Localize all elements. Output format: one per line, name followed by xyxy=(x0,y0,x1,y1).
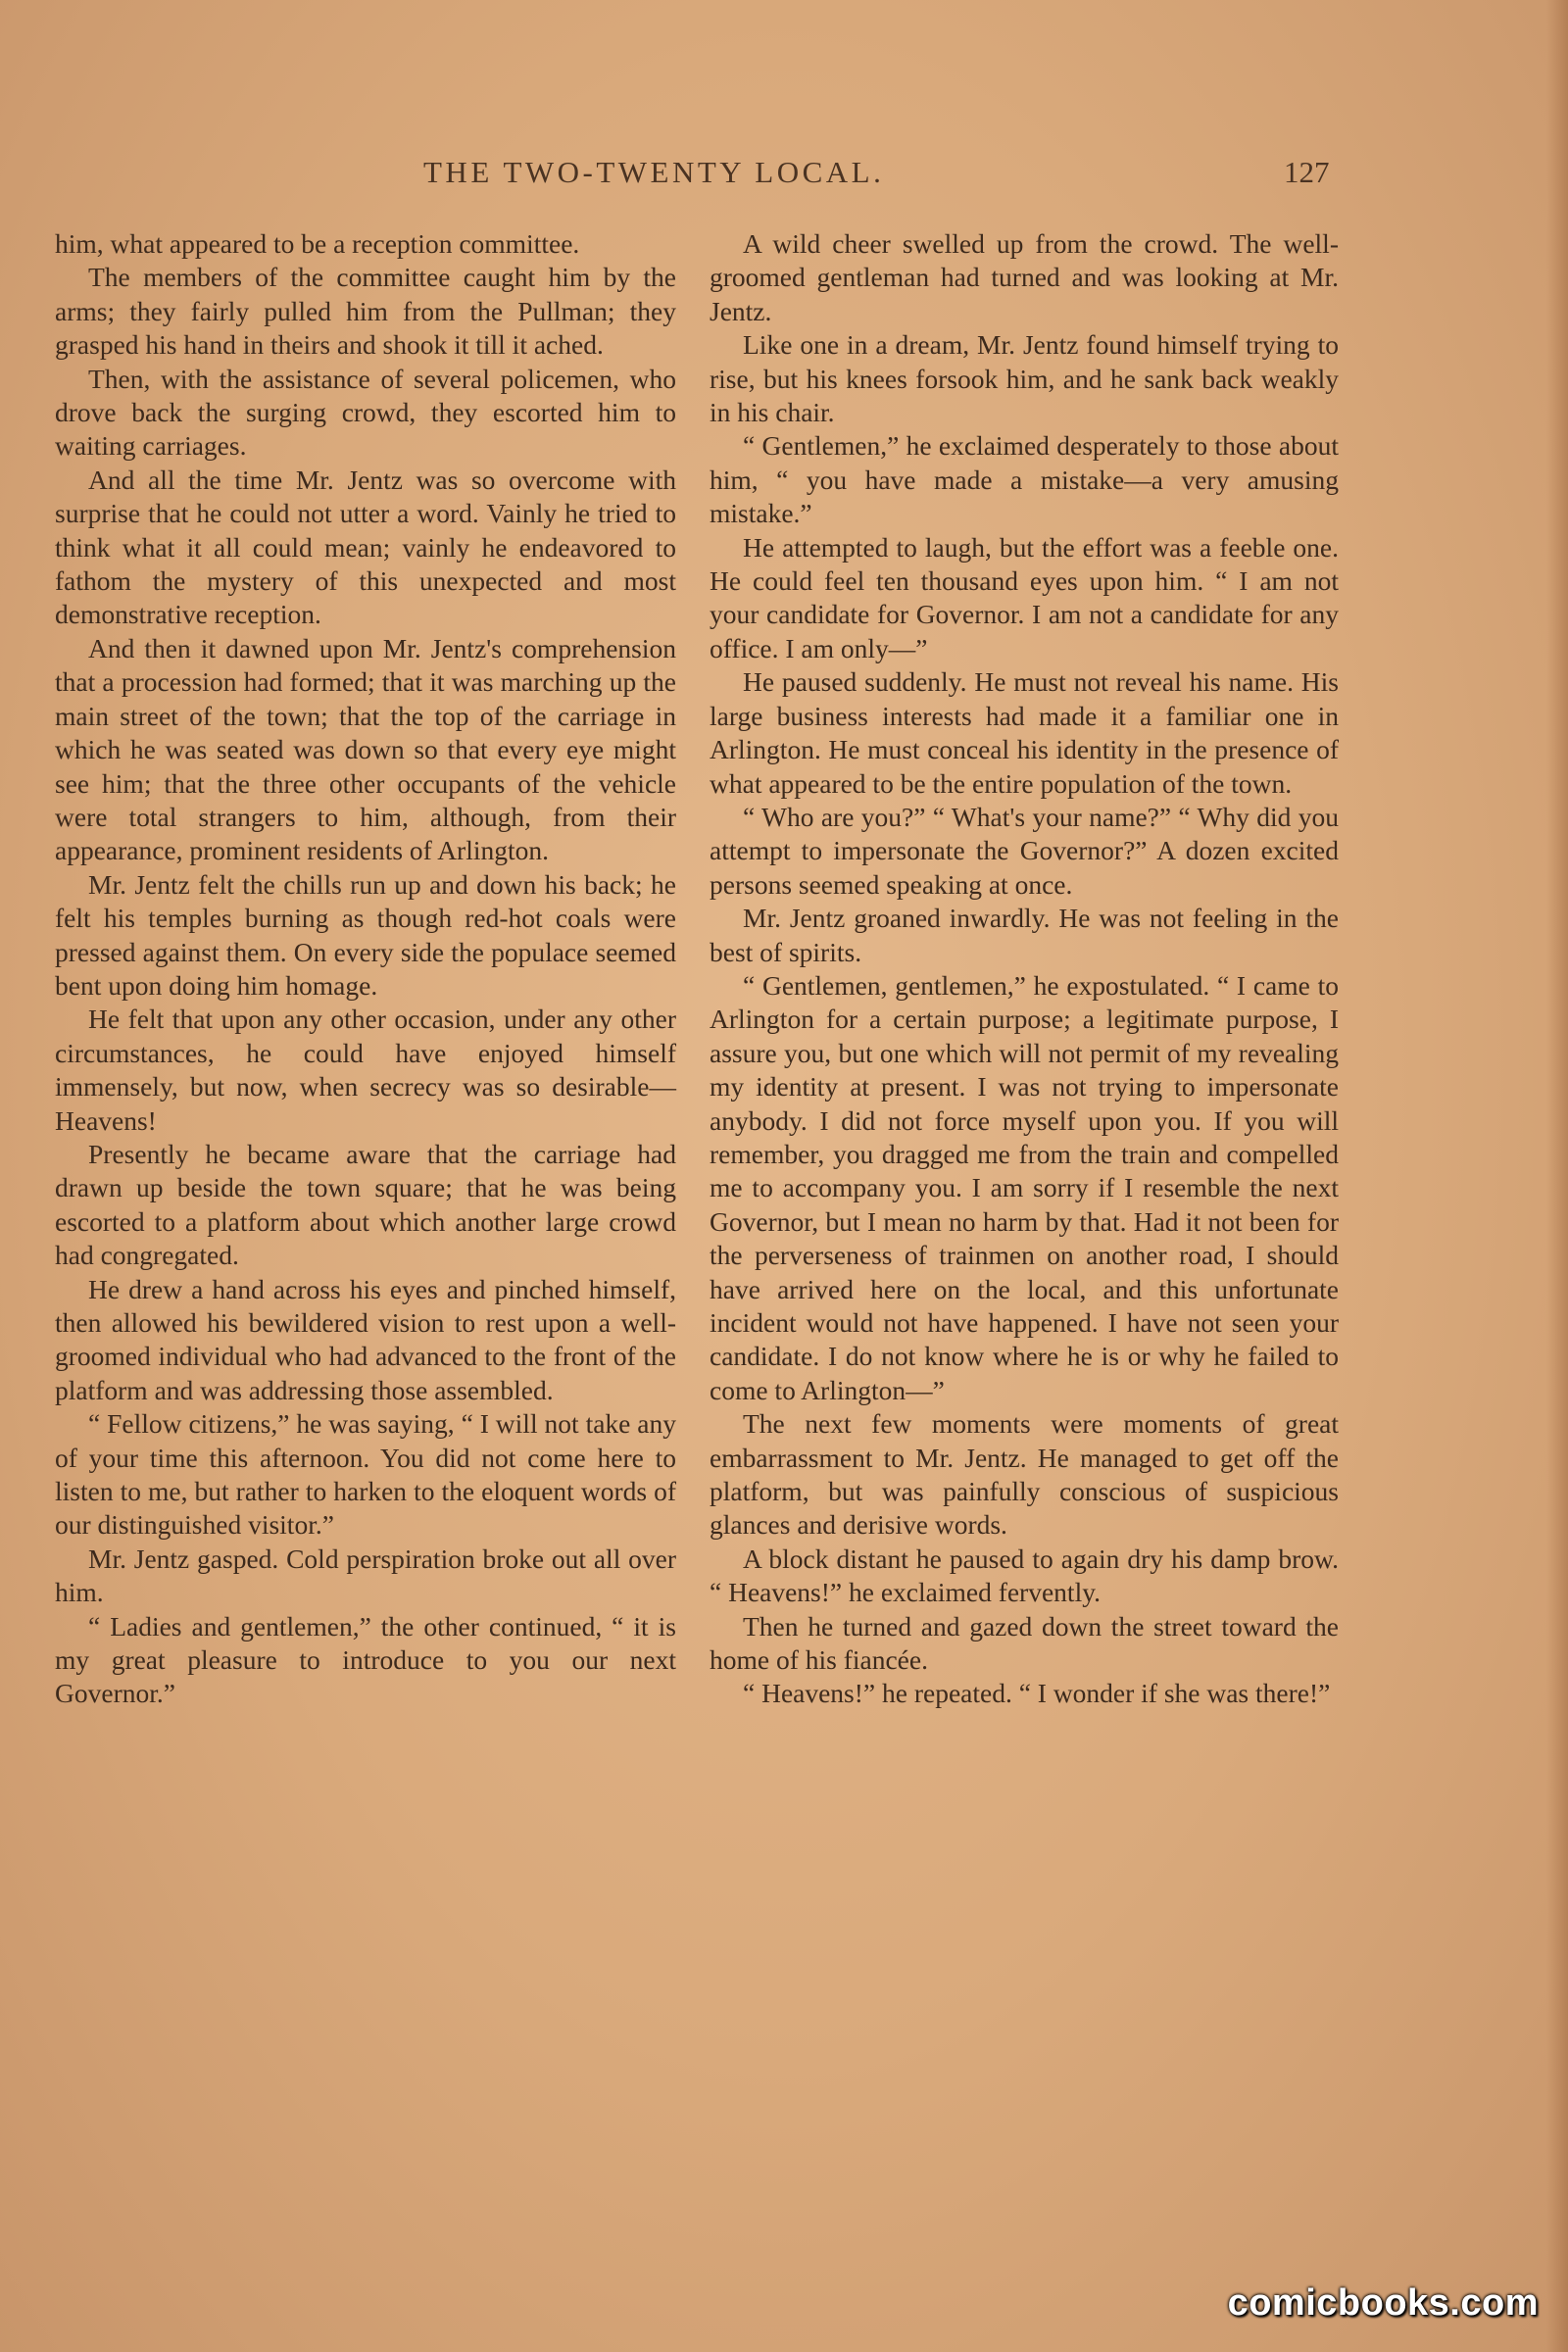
paragraph: And then it dawned upon Mr. Jentz's comprehension that a procession had formed; that it was marching up the main street of the town; that the top of the carriage in which he was seated was down so that every eye might see him; that the three other occupants of the vehicle were total strangers to him, although, from their appearance, prominent residents of Arlington. xyxy=(55,632,676,866)
paragraph: him, what appeared to be a reception committee. xyxy=(55,228,580,259)
paragraph: Presently he became aware that the carriage had drawn up beside the town square; that he was being escorted to a platform about which another large crowd had congregated. xyxy=(55,1138,676,1271)
paragraph: “ Who are you?” “ What's your name?” “ Why did you attempt to impersonate the Governor?” A dozen excited persons seemed speaking at once. xyxy=(710,801,1339,900)
paragraph: “ Fellow citizens,” he was saying, “ I will not take any of your time this afternoon. You did not come here to listen to me, but rather to harken to the eloquent words of our distinguished visitor.” xyxy=(55,1408,676,1541)
paragraph: “ Gentlemen, gentlemen,” he expostulated. “ I came to Arlington for a certain purpose; a legitimate purpose, I assure you, but one which will not permit of my revealing my identity at present. I was not trying to impersonate anybody. I did not force myself upon you. If you will remember, you dragged me from the train and compelled me to accompany you. I am sorry if I resemble the next Governor, but I mean no harm by that. Had it not been for the perverseness of trainmen on another road, I should have arrived here on the local, and this unfortunate incident would not have happened. I have not seen your candidate. I do not know where he is or why he failed to come to Arlington—” xyxy=(710,969,1339,1405)
paragraph: A block distant he paused to again dry his damp brow. “ Heavens!” he exclaimed fervently. xyxy=(710,1543,1339,1608)
paragraph: “ Gentlemen,” he exclaimed desperately to those about him, “ you have made a mistake—a very amusing mistake.” xyxy=(710,430,1339,529)
paragraph: He drew a hand across his eyes and pinched himself, then allowed his bewildered vision to rest upon a well-groomed individual who had advanced to the front of the platform and was addressing those assembled. xyxy=(55,1273,676,1405)
paragraph: Mr. Jentz gasped. Cold perspiration broke out all over him. xyxy=(55,1543,676,1608)
paragraph: A wild cheer swelled up from the crowd. The well-groomed gentleman had turned and was looking at Mr. Jentz. xyxy=(710,228,1339,326)
right-column xyxy=(710,227,1339,1711)
paragraph: Like one in a dream, Mr. Jentz found himself trying to rise, but his knees forsook him, and he sank back weakly in his chair. xyxy=(710,329,1339,428)
running-title: THE TWO-TWENTY LOCAL. xyxy=(423,155,885,189)
paragraph: He felt that upon any other occasion, under any other circumstances, he could have enjoyed himself immensely, but now, when secrecy was so desirable—Heavens! xyxy=(55,1004,676,1136)
paragraph: Mr. Jentz felt the chills run up and down his back; he felt his temples burning as though red-hot coals were pressed against them. On every side the populace seemed bent upon doing him homage. xyxy=(55,868,676,1001)
page-number: 127 xyxy=(1284,155,1330,189)
paragraph: He paused suddenly. He must not reveal his name. His large business interests had made it a familiar one in Arlington. He must conceal his identity in the presence of what appeared to be the entire population of the town. xyxy=(710,666,1339,799)
paragraph: Then, with the assistance of several policemen, who drove back the surging crowd, they escorted him to waiting carriages. xyxy=(55,363,676,462)
paragraph: The members of the committee caught him by the arms; they fairly pulled him from the Pullman; they grasped his hand in theirs and shook it till it ached. xyxy=(55,262,676,361)
paragraph: “ Ladies and gentlemen,” the other continued, “ it is my great pleasure to introduce to you our next Governor.” xyxy=(55,1610,676,1709)
page-header xyxy=(0,155,1568,204)
paragraph: Mr. Jentz groaned inwardly. He was not feeling in the best of spirits. xyxy=(710,903,1339,967)
page-edge-shadow xyxy=(1546,0,1568,2352)
paragraph: He attempted to laugh, but the effort was a feeble one. He could feel ten thousand eyes upon him. “ I am not your candidate for Governor. I am not a candidate for any office. I am only—” xyxy=(710,531,1339,663)
paragraph: The next few moments were moments of great embarrassment to Mr. Jentz. He managed to get off the platform, but was painfully conscious of suspicious glances and derisive words. xyxy=(710,1408,1339,1541)
paragraph: “ Heavens!” he repeated. “ I wonder if she was there!” xyxy=(743,1678,1331,1709)
left-column xyxy=(55,227,676,1711)
paragraph: Then he turned and gazed down the street toward the home of his fiancée. xyxy=(710,1610,1339,1676)
watermark: comicbooks.com xyxy=(1227,2282,1539,2324)
paragraph: And all the time Mr. Jentz was so overcome with surprise that he could not utter a word. Vainly he tried to think what it all could mean; vainly he endeavored to fathom the mystery of this unexpected and most demonstrative reception. xyxy=(55,464,676,630)
